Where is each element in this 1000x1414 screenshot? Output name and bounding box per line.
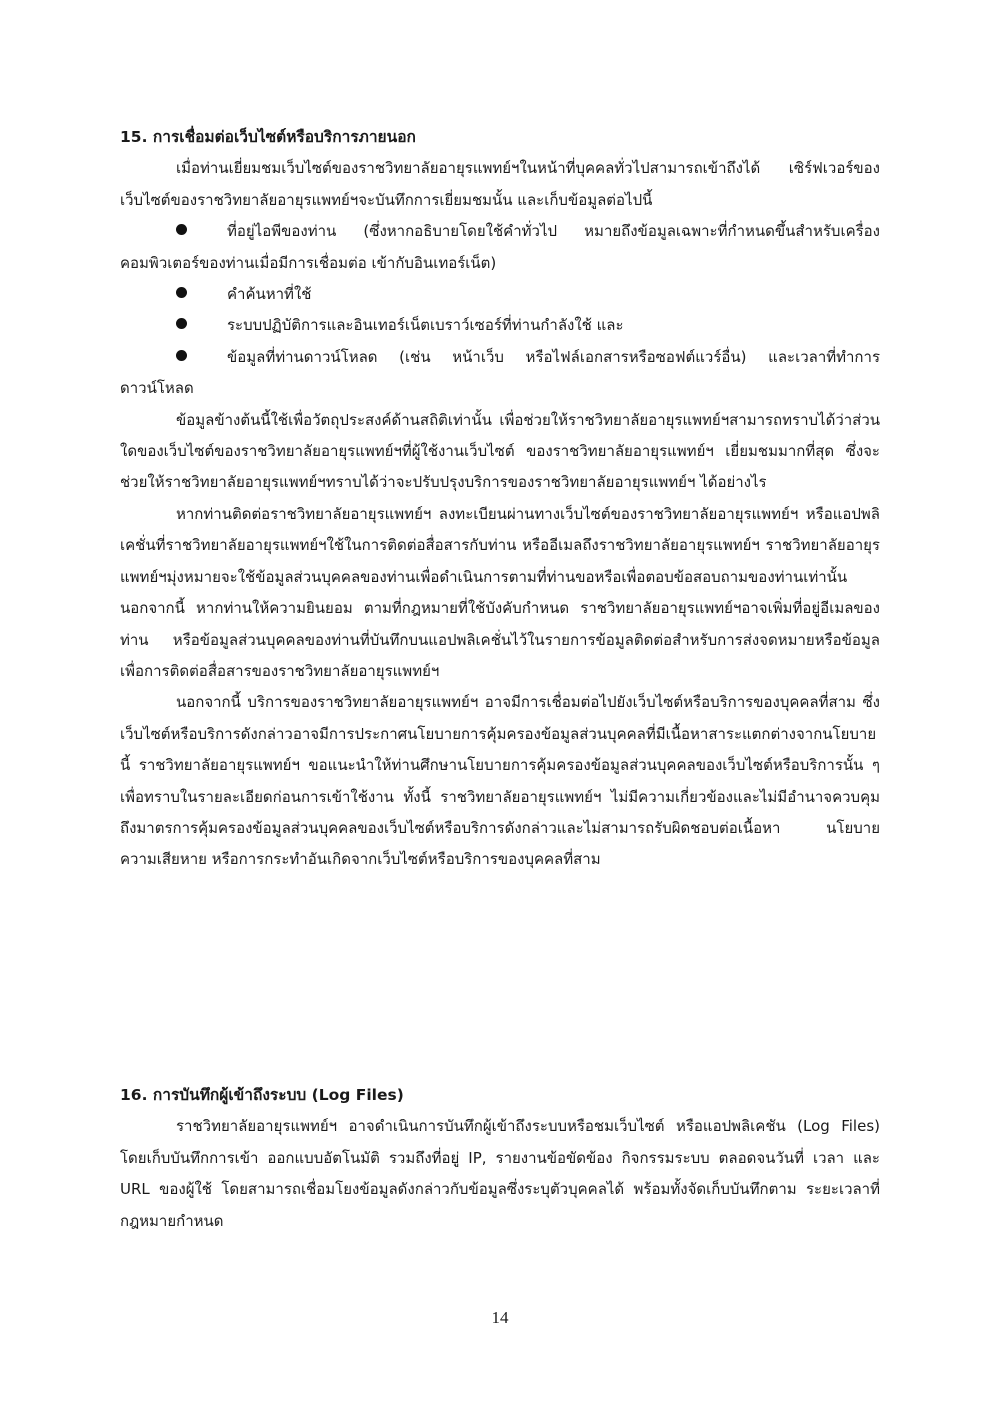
section-16-body-paragraph: ราชวิทยาลัยอายุรแพทย์ฯ อาจดำเนินการบันทึกผู้เข้าถึงระบบหรือชมเว็บไซต์ หรือแอปพลิเคชัน (Log Files) โดยเก็บบันทึกการเข้า ออกแบบอัตโนมัติ รวมถึงที่อยู่ IP, รายงานข้อขัดข้อง กิจกรรมระบบ ตลอดจนวันที่ เวลา และ URL ของผู้ใช้ โดยสามารถเชื่อมโยงข้อมูลดังกล่าวกับข้อมูลซึ่งระบุตัวบุคคลได้ พร้อมทั้งจัดเก็บบันทึกตาม ระยะเวลาที่กฎหมายกำหนด [120,1117,880,1230]
section-15-intro-paragraph: เมื่อท่านเยี่ยมชมเว็บไซต์ของราชวิทยาลัยอายุรแพทย์ฯในหน้าที่บุคคลทั่วไปสามารถเข้าถึงได้ เซิร์ฟเวอร์ของเว็บไซต์ของราชวิทยาลัยอายุรแพทย์ฯจะบันทึกการเยี่ยมชมนั้น และเก็บข้อมูลต่อไปนี้ [120,159,880,209]
bullet-text: ที่อยู่ไอพีของท่าน (ซึ่งหากอธิบายโดยใช้คำทั่วไป หมายถึงข้อมูลเฉพาะที่กำหนดขึ้นสำหรับเครื่องคอมพิวเตอร์ของท่านเมื่อมีการเชื่อมต่อ เข้ากับอินเทอร์เน็ต) [120,222,880,272]
bullet-dot-icon [176,318,187,329]
bullet-dot-icon [176,224,187,235]
section-15-contact-paragraph: หากท่านติดต่อราชวิทยาลัยอายุรแพทย์ฯ ลงทะเบียนผ่านทางเว็บไซต์ของราชวิทยาลัยอายุรแพทย์ฯ หรือแอปพลิเคชั่นที่ราชวิทยาลัยอายุรแพทย์ฯใช้ในการติดต่อสื่อสารกับท่าน หรืออีเมลถึงราชวิทยาลัยอายุรแพทย์ฯ ราชวิทยาลัยอายุรแพทย์ฯมุ่งหมายจะใช้ข้อมูลส่วนบุคคลของท่านเพื่อดำเนินการตามที่ท่านขอหรือเพื่อตอบข้อสอบถามของท่านเท่านั้น นอกจากนี้ หากท่านให้ความยินยอม ตามที่กฎหมายที่ใช้บังคับกำหนด ราชวิทยาลัยอายุรแพทย์ฯอาจเพิ่มที่อยู่อีเมลของท่าน หรือข้อมูลส่วนบุคคลของท่านที่บันทึกบนแอปพลิเคชั่นไว้ในรายการข้อมูลติดต่อสำหรับการส่งจดหมายหรือข้อมูลเพื่อการติดต่อสื่อสารของราชวิทยาลัยอายุรแพทย์ฯ [120,504,880,680]
bullet-item-ip-address [120,216,880,279]
section-15-statistics-paragraph: ข้อมูลข้างต้นนี้ใช้เพื่อวัตถุประสงค์ด้านสถิติเท่านั้น เพื่อช่วยให้ราชวิทยาลัยอายุรแพทย์ฯสามารถทราบได้ว่าส่วนใดของเว็บไซต์ของราชวิทยาลัยอายุรแพทย์ฯที่ผู้ใช้งานเว็บไซต์ ของราชวิทยาลัยอายุรแพทย์ฯ เยี่ยมชมมากที่สุด ซึ่งจะช่วยให้ราชวิทยาลัยอายุรแพทย์ฯทราบได้ว่าจะปรับปรุงบริการของราชวิทยาลัยอายุรแพทย์ฯ ได้อย่างไร [120,410,880,492]
section-16-heading: 16. การบันทึกผู้เข้าถึงระบบ (Log Files) [120,1086,404,1104]
bullet-dot-icon [176,287,187,298]
bullet-text: ข้อมูลที่ท่านดาวน์โหลด (เช่น หน้าเว็บ หรือไฟล์เอกสารหรือซอฟต์แวร์อื่น) และเวลาที่ทำการดาวน์โหลด [120,347,880,398]
bullet-item-search-terms [120,279,880,310]
page-number: 14 [491,1308,509,1327]
bullet-dot-icon [176,350,187,361]
section-15-heading: 15. การเชื่อมต่อเว็บไซต์หรือบริการภายนอก [120,128,416,146]
bullet-item-os-browser [120,310,880,341]
bullet-text: ระบบปฏิบัติการและอินเทอร์เน็ตเบราว์เซอร์ที่ท่านกำลังใช้ และ [227,316,624,335]
bullet-text: คำค้นหาที่ใช้ [227,285,312,304]
section-15 [120,122,880,876]
section-15-third-party-paragraph: นอกจากนี้ บริการของราชวิทยาลัยอายุรแพทย์ฯ อาจมีการเชื่อมต่อไปยังเว็บไซต์หรือบริการของบุคคลที่สาม ซึ่งเว็บไซต์หรือบริการดังกล่าวอาจมีการประกาศนโยบายการคุ้มครองข้อมูลส่วนบุคคลที่มีเนื้อหาสาระแตกต่างจากนโยบายนี้ ราชวิทยาลัยอายุรแพทย์ฯ ขอแนะนำให้ท่านศึกษานโยบายการคุ้มครองข้อมูลส่วนบุคคลของเว็บไซต์หรือบริการนั้น ๆ เพื่อทราบในรายละเอียดก่อนการเข้าใช้งาน ทั้งนี้ ราชวิทยาลัยอายุรแพทย์ฯ ไม่มีความเกี่ยวข้องและไม่มีอำนาจควบคุมถึงมาตรการคุ้มครองข้อมูลส่วนบุคคลของเว็บไซต์หรือบริการดังกล่าวและไม่สามารถรับผิดชอบต่อเนื้อหา นโยบาย ความเสียหาย หรือการกระทำอันเกิดจากเว็บไซต์หรือบริการของบุคคลที่สาม [120,693,880,869]
section-16 [120,1080,880,1237]
bullet-item-downloads [120,342,880,405]
